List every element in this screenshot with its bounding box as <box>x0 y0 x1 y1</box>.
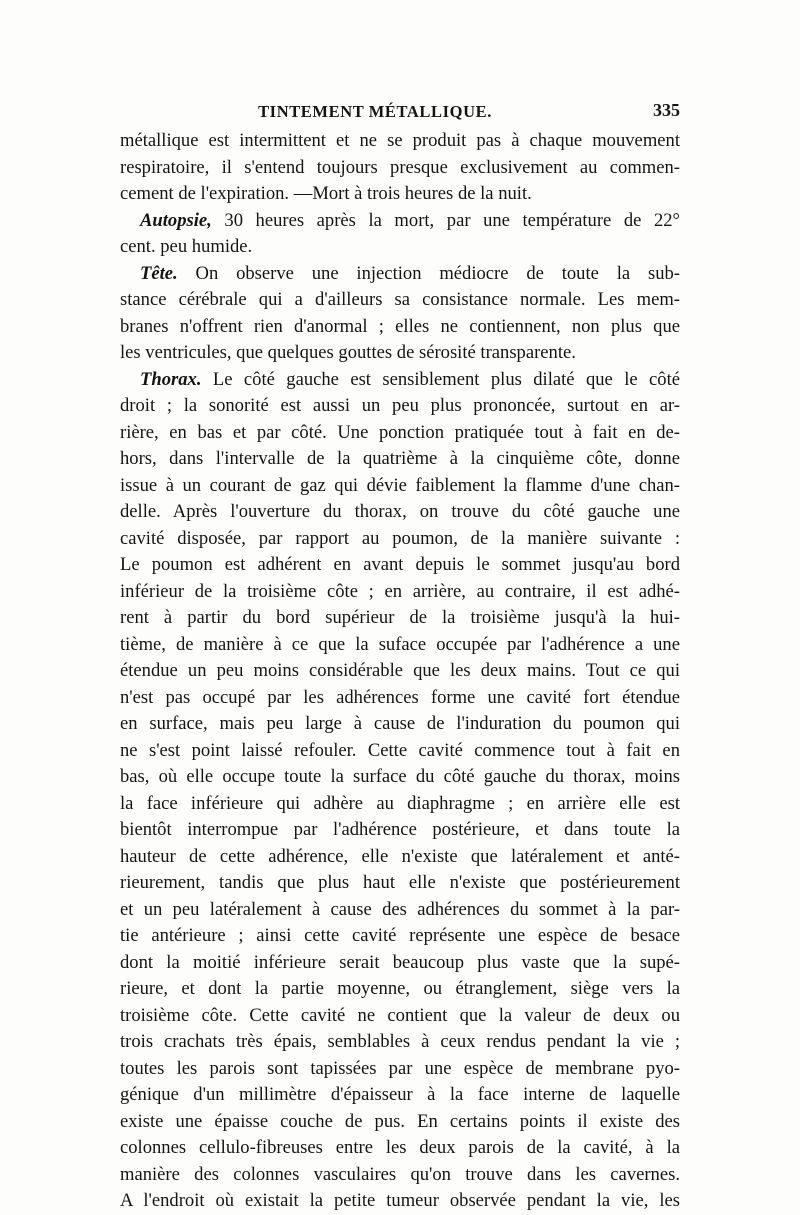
text-line: métallique est intermittent et ne se produit pas à chaque mouvement <box>120 130 680 151</box>
text-line: issue à un courant de gaz qui dévie faiblement la flamme d'une chan- <box>120 474 680 496</box>
running-title: TINTEMENT MÉTALLIQUE. <box>258 102 492 121</box>
section-lead: Autopsie, <box>140 209 212 231</box>
text-line: respiratoire, il s'entend toujours presque exclusivement au commen- <box>120 156 680 178</box>
text-line: cement de l'expiration. —Mort à trois heures de la nuit. <box>120 183 532 204</box>
text-line: hors, dans l'intervalle de la quatrième à la cinquième côte, donne <box>120 448 680 469</box>
text-line: dont la moitié inférieure serait beaucoup plus vaste que la supé- <box>120 951 680 973</box>
text-line: rieure, et dont la partie moyenne, ou étranglement, siège vers la <box>120 978 680 999</box>
text-line: bientôt interrompue par l'adhérence postérieure, et dans toute la <box>120 819 680 840</box>
body-text <box>120 128 680 1215</box>
text-line: Tête. On observe une injection médiocre de toute la sub- <box>140 262 681 284</box>
text-line: branes n'offrent rien d'anormal ; elles ne contiennent, non plus que <box>120 315 680 337</box>
text-line: Le poumon est adhérent en avant depuis le sommet jusqu'au bord <box>120 554 680 575</box>
text-line: ne s'est point laissé refouler. Cette cavité commence tout à fait en <box>120 739 680 761</box>
text-line: cent. peu humide. <box>120 236 253 257</box>
text-line: rieurement, tandis que plus haut elle n'existe que postérieurement <box>120 872 680 893</box>
text-line: et un peu latéralement à cause des adhérences du sommet à la par- <box>120 898 680 920</box>
text-line: trois crachats très épais, semblables à ceux rendus pendant la vie ; <box>120 1031 680 1052</box>
page-header <box>120 98 680 128</box>
text-line: rière, en bas et par côté. Une ponction pratiquée tout à fait en de- <box>120 421 680 443</box>
text-line: droit ; la sonorité est aussi un peu plus prononcée, surtout en ar- <box>120 395 680 416</box>
text-line: existe une épaisse couche de pus. En certains points il existe des <box>120 1110 680 1132</box>
text-line: rent à partir du bord supérieur de la troisième jusqu'à la hui- <box>120 607 680 628</box>
text-line: les ventricules, que quelques gouttes de sérosité transparente. <box>120 342 576 363</box>
section-lead: Tête. <box>140 262 178 284</box>
text-line: A l'endroit où existait la petite tumeur observée pendant la vie, les <box>120 1190 680 1211</box>
text-line: n'est pas occupé par les adhérences forme une cavité fort étendue <box>120 686 680 708</box>
text-line: hauteur de cette adhérence, elle n'existe que latéralement et anté- <box>120 845 680 867</box>
text-line: génique d'un millimètre d'épaisseur à la face interne de laquelle <box>120 1084 680 1105</box>
text-line: inférieur de la troisième côte ; en arrière, au contraire, il est adhé- <box>120 580 680 602</box>
text-line: en surface, mais peu large à cause de l'induration du poumon qui <box>120 713 680 734</box>
text-line: bas, où elle occupe toute la surface du côté gauche du thorax, moins <box>120 766 680 787</box>
text-line: tie antérieure ; ainsi cette cavité représente une espèce de besace <box>120 925 680 946</box>
text-line: stance cérébrale qui a d'ailleurs sa consistance normale. Les mem- <box>120 289 680 310</box>
text-line: colonnes cellulo-fibreuses entre les deux parois de la cavité, à la <box>120 1137 680 1158</box>
text-line: troisième côte. Cette cavité ne contient que la valeur de deux ou <box>120 1004 680 1026</box>
section-lead: Thorax. <box>140 368 202 390</box>
text-line: Autopsie, 30 heures après la mort, par une température de 22° <box>140 209 680 231</box>
text-line: Thorax. Le côté gauche est sensiblement plus dilaté que le côté <box>140 368 680 390</box>
text-line: manière des colonnes vasculaires qu'on trouve dans les cavernes. <box>120 1163 680 1185</box>
text-line: cavité disposée, par rapport au poumon, de la manière suivante : <box>120 527 680 549</box>
text-line: tième, de manière à ce que la suface occupée par l'adhérence a une <box>120 633 680 655</box>
text-line: étendue un peu moins considérable que les deux mains. Tout ce qui <box>120 660 680 681</box>
text-line: la face inférieure qui adhère au diaphragme ; en arrière elle est <box>120 792 680 814</box>
text-line: delle. Après l'ouverture du thorax, on trouve du côté gauche une <box>120 501 680 522</box>
page-number: 335 <box>653 100 680 120</box>
text-line: toutes les parois sont tapissées par une espèce de membrane pyo- <box>120 1057 680 1079</box>
